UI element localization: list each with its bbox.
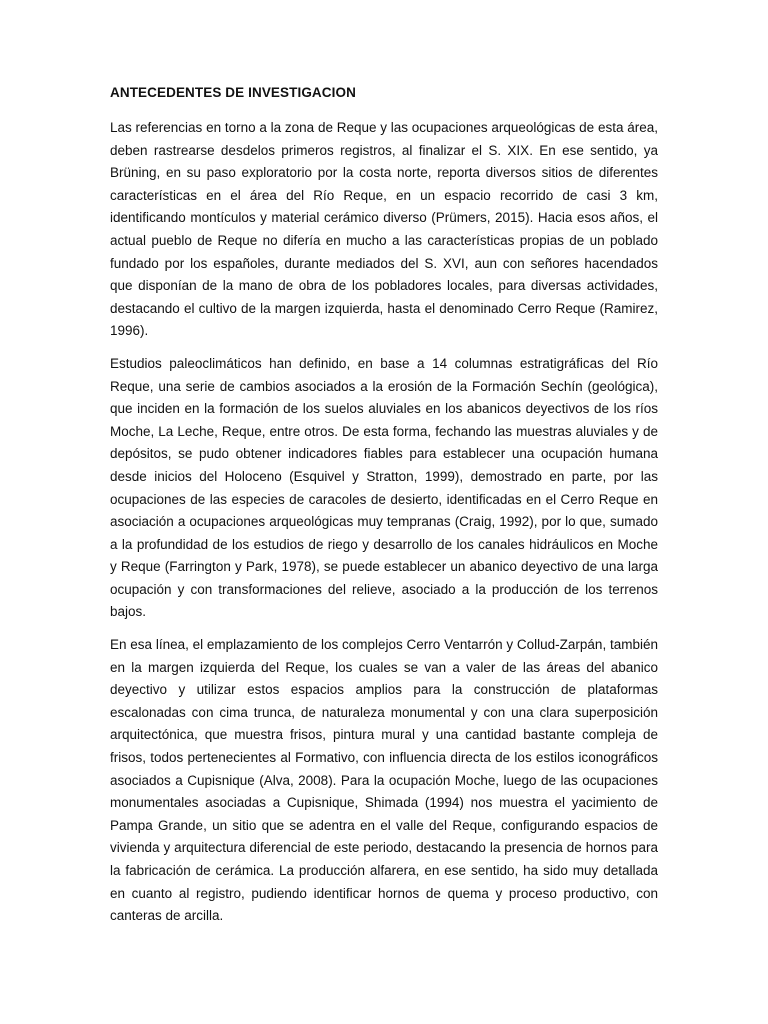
paragraph-1: Las referencias en torno a la zona de Reque y las ocupaciones arqueológicas de esta área, deben rastrearse desdelos primeros registros, al finalizar el S. XIX. En ese sentido, ya Brüning, en su paso exploratorio por la costa norte, reporta diversos sitios de diferentes características en el área del Río Reque, en un espacio recorrido de casi 3 km, identificando montículos y material cerámico diverso (Prümers, 2015). Hacia esos años, el actual pueblo de Reque no difería en mucho a las características propias de un poblado fundado por los españoles, durante mediados del S. XVI, aun con señores hacendados que disponían de la mano de obra de los pobladores locales, para diversas actividades, destacando el cultivo de la margen izquierda, hasta el denominado Cerro Reque (Ramirez, 1996). bbox=[110, 120, 658, 339]
paragraph-3: En esa línea, el emplazamiento de los complejos Cerro Ventarrón y Collud-Zarpán, también en la margen izquierda del Reque, los cuales se van a valer de las áreas del abanico deyectivo y utilizar estos espacios amplios para la construcción de plataformas escalonadas con cima trunca, de naturaleza monumental y con una clara superposición arquitectónica, que muestra frisos, pintura mural y una cantidad bastante compleja de frisos, todos pertenecientes al Formativo, con influencia directa de los estilos iconográficos asociados a Cupisnique (Alva, 2008). Para la ocupación Moche, luego de las ocupaciones monumentales asociadas a Cupisnique, Shimada (1994) nos muestra el yacimiento de Pampa Grande, un sitio que se adentra en el valle del Reque, configurando espacios de vivienda y arquitectura diferencial de este periodo, destacando la presencia de hornos para la fabricación de cerámica. La producción alfarera, en ese sentido, ha sido muy detallada en cuanto al registro, pudiendo identificar hornos de quema y proceso productivo, con canteras de arcilla. bbox=[110, 637, 658, 924]
paragraph-2: Estudios paleoclimáticos han definido, en base a 14 columnas estratigráficas del Río Reque, una serie de cambios asociados a la erosión de la Formación Sechín (geológica), que inciden en la formación de los suelos aluviales en los abanicos deyectivos de los ríos Moche, La Leche, Reque, entre otros. De esta forma, fechando las muestras aluviales y de depósitos, se pudo obtener indicadores fiables para establecer una ocupación humana desde inicios del Holoceno (Esquivel y Stratton, 1999), demostrado en parte, por las ocupaciones de las especies de caracoles de desierto, identificadas en el Cerro Reque en asociación a ocupaciones arqueológicas muy tempranas (Craig, 1992), por lo que, sumado a la profundidad de los estudios de riego y desarrollo de los canales hidráulicos en Moche y Reque (Farrington y Park, 1978), se puede establecer un abanico deyectivo de una larga ocupación y con transformaciones del relieve, asociado a la producción de los terrenos bajos. bbox=[110, 355, 658, 620]
document-title: ANTECEDENTES DE INVESTIGACION bbox=[110, 85, 356, 100]
